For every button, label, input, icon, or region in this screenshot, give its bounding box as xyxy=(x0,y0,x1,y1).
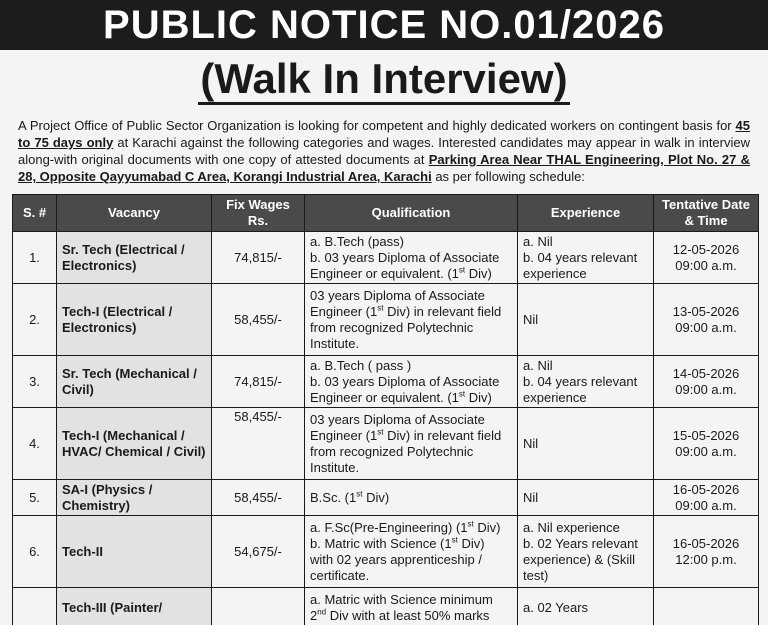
row-sno: 6. xyxy=(13,516,57,588)
row-experience xyxy=(518,408,654,480)
row-experience xyxy=(518,284,654,356)
qualification-line: b. 03 years Diploma of Associate xyxy=(310,249,500,265)
row-date xyxy=(654,588,759,625)
intro-text-1: A Project Office of Public Sector Organization is looking for competent and highly dedicated workers on contingent basis for xyxy=(18,118,736,133)
header-date: Tentative Date & Time xyxy=(654,195,759,232)
qualification-line: with 02 years apprenticeship / xyxy=(310,551,482,567)
row-wage: 74,815/- xyxy=(212,356,305,408)
row-date xyxy=(654,284,759,356)
table-row xyxy=(13,356,759,408)
time-value: 12:00 p.m. xyxy=(675,551,737,567)
intro-paragraph xyxy=(18,117,750,185)
table-row xyxy=(13,408,759,480)
experience-line: b. 02 Years relevant xyxy=(523,535,638,551)
notice-subtitle xyxy=(0,55,768,103)
row-experience xyxy=(518,356,654,408)
row-qualification xyxy=(305,480,518,516)
table-body xyxy=(13,232,759,625)
qualification-line: B.Sc. (1st Div) xyxy=(310,489,390,505)
experience-line: a. Nil xyxy=(523,357,553,373)
header-sno: S. # xyxy=(13,195,57,232)
intro-text-3: as per following schedule: xyxy=(431,169,585,184)
experience-line: experience xyxy=(523,389,587,405)
row-date xyxy=(654,356,759,408)
qualification-line: from recognized Polytechnic xyxy=(310,443,474,459)
experience-line: Nil xyxy=(523,311,539,327)
intro-text-2: at Karachi against the following categories and wages. Interested candidates may appear in walk in interview along-with original documents with one copy of attested documents at xyxy=(18,135,751,167)
experience-line: experience xyxy=(523,265,587,281)
row-experience xyxy=(518,588,654,625)
row-vacancy: Sr. Tech (Mechanical / Civil) xyxy=(57,356,212,408)
header-wages: Fix Wages Rs. xyxy=(212,195,305,232)
row-vacancy: Sr. Tech (Electrical / Electronics) xyxy=(57,232,212,284)
date-value: 16-05-2026 xyxy=(672,535,740,551)
row-experience xyxy=(518,232,654,284)
header-experience: Experience xyxy=(518,195,654,232)
row-experience xyxy=(518,480,654,516)
time-value: 09:00 a.m. xyxy=(675,381,737,397)
experience-line: a. Nil experience xyxy=(523,519,620,535)
qualification-line: Institute. xyxy=(310,459,360,475)
time-value: 09:00 a.m. xyxy=(675,443,737,459)
experience-line: Nil xyxy=(523,435,539,451)
row-sno: 4. xyxy=(13,408,57,480)
row-sno xyxy=(13,588,57,625)
time-value: 09:00 a.m. xyxy=(675,257,737,273)
notice-subtitle-text: (Walk In Interview) xyxy=(198,55,569,105)
schedule-table xyxy=(12,194,759,625)
qualification-line: Engineer (1st Div) in relevant field xyxy=(310,303,502,319)
row-vacancy: Tech-II xyxy=(57,516,212,588)
qualification-line: Engineer or equivalent. (1st Div) xyxy=(310,389,492,405)
notice-title: PUBLIC NOTICE NO.01/2026 xyxy=(103,2,665,47)
table-row xyxy=(13,588,759,625)
row-qualification xyxy=(305,516,518,588)
title-banner xyxy=(0,0,768,50)
row-wage: 74,815/- xyxy=(212,232,305,284)
row-qualification xyxy=(305,356,518,408)
qualification-line: certificate. xyxy=(310,567,370,583)
date-value: 13-05-2026 xyxy=(672,303,740,319)
qualification-line: 2nd Div with at least 50% marks xyxy=(310,607,490,623)
experience-line: test) xyxy=(523,567,549,583)
header-vacancy: Vacancy xyxy=(57,195,212,232)
table-row xyxy=(13,480,759,516)
experience-line: a. 02 Years xyxy=(523,599,589,615)
row-wage: 58,455/- xyxy=(212,284,305,356)
row-wage: 54,675/- xyxy=(212,516,305,588)
row-qualification xyxy=(305,588,518,625)
qualification-line: Engineer or equivalent. (1st Div) xyxy=(310,265,492,281)
qualification-line: a. F.Sc(Pre-Engineering) (1st Div) xyxy=(310,519,501,535)
row-date xyxy=(654,480,759,516)
row-qualification xyxy=(305,408,518,480)
date-value: 12-05-2026 xyxy=(672,241,740,257)
date-value: 15-05-2026 xyxy=(672,427,740,443)
row-sno: 2. xyxy=(13,284,57,356)
experience-line: b. 04 years relevant xyxy=(523,373,638,389)
table-row xyxy=(13,516,759,588)
row-vacancy: Tech-I (Electrical / Electronics) xyxy=(57,284,212,356)
row-date xyxy=(654,516,759,588)
qualification-line: a. B.Tech ( pass ) xyxy=(310,357,412,373)
intro-venue: Parking Area Near THAL Engineering, Plot No. 27 & 28, Opposite Qayyumabad C Area, Korangi Industrial Area, Karachi xyxy=(18,152,751,184)
row-experience xyxy=(518,516,654,588)
experience-line: Nil xyxy=(523,489,539,505)
qualification-line: 03 years Diploma of Associate xyxy=(310,411,485,427)
row-qualification xyxy=(305,232,518,284)
time-value: 09:00 a.m. xyxy=(675,497,737,513)
row-date xyxy=(654,232,759,284)
row-wage: 58,455/- xyxy=(212,480,305,516)
qualification-line: from recognized Polytechnic xyxy=(310,319,474,335)
qualification-line: a. B.Tech (pass) xyxy=(310,233,404,249)
experience-line: a. Nil xyxy=(523,233,553,249)
experience-line: b. 04 years relevant xyxy=(523,249,638,265)
qualification-line: b. 03 years Diploma of Associate xyxy=(310,373,500,389)
date-value: 16-05-2026 xyxy=(672,481,740,497)
qualification-line: Engineer (1st Div) in relevant field xyxy=(310,427,502,443)
table-header-row xyxy=(13,195,759,232)
row-sno: 1. xyxy=(13,232,57,284)
experience-line: experience) & (Skill xyxy=(523,551,635,567)
header-qualification: Qualification xyxy=(305,195,518,232)
row-qualification xyxy=(305,284,518,356)
time-value: 09:00 a.m. xyxy=(675,319,737,335)
row-vacancy: Tech-III (Painter/ xyxy=(57,588,212,625)
qualification-line: Institute. xyxy=(310,335,360,351)
row-wage xyxy=(212,588,305,625)
date-value: 14-05-2026 xyxy=(672,365,740,381)
row-vacancy: Tech-I (Mechanical / HVAC/ Chemical / Civil) xyxy=(57,408,212,480)
table-row xyxy=(13,284,759,356)
row-sno: 3. xyxy=(13,356,57,408)
row-wage: 58,455/- xyxy=(212,408,305,480)
table-row xyxy=(13,232,759,284)
qualification-line: 03 years Diploma of Associate xyxy=(310,287,485,303)
row-sno: 5. xyxy=(13,480,57,516)
qualification-line: b. Matric with Science (1st Div) xyxy=(310,535,485,551)
qualification-line: a. Matric with Science minimum xyxy=(310,591,493,607)
intro-duration: 45 to 75 days only xyxy=(18,118,750,150)
row-date xyxy=(654,408,759,480)
row-vacancy: SA-I (Physics / Chemistry) xyxy=(57,480,212,516)
